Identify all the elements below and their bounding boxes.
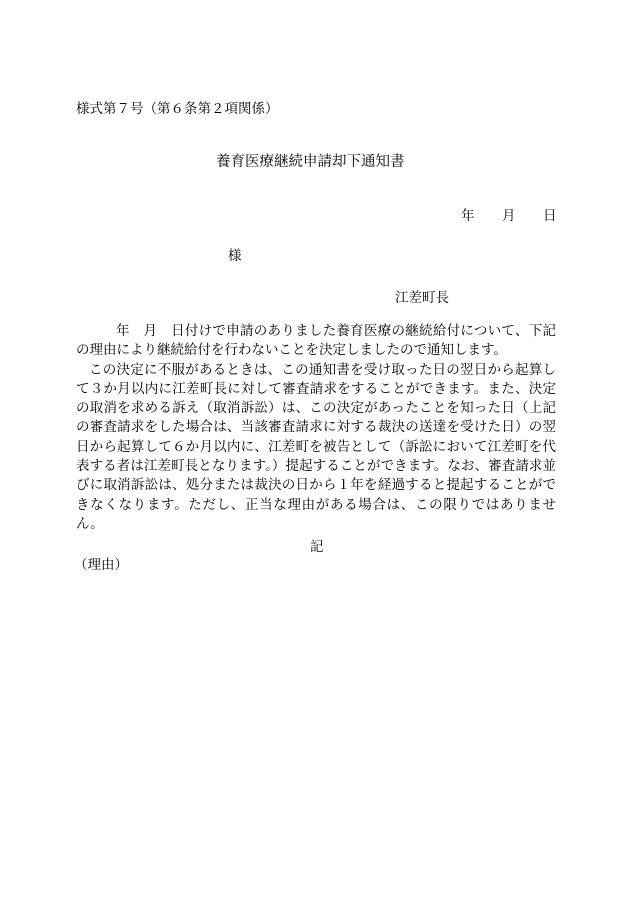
issuer-name: 江差町長 <box>395 290 449 306</box>
document-title: 養育医療継続申請却下通知書 <box>216 154 405 170</box>
addressee-suffix: 様 <box>228 248 242 264</box>
notice-body <box>76 322 556 534</box>
reason-heading: （理由） <box>74 557 128 573</box>
note-heading: 記 <box>310 539 324 555</box>
notice-paragraph-decision: 年 月 日付けで申請のありました養育医療の継続給付について、下記の理由により継続給付を行わないことを決定しましたので通知します。 <box>76 323 556 359</box>
form-number: 様式第７号（第６条第２項関係） <box>76 101 279 117</box>
notice-paragraph-appeal: この決定に不服があるときは、この通知書を受け取った日の翌日から起算して３か月以内に江差町長に対して審査請求をすることができます。また、決定の取消を求める訴え（取消訴訟）は、この決定があったことを知った日（上記の審査請求をした場合は、当該審査請求に対する裁決の送達を受けた日）の翌日から起算して６か月以内に、江差町を被告として（訴訟において江差町を代表する者は江差町長となります。）提起することができます。なお、審査請求並びに取消訴訟は、処分または裁決の日から１年を経過すると提起することができなくなります。ただし、正当な理由がある場合は、この限りではありません。 <box>76 361 556 532</box>
date-month-label: 月 <box>502 208 516 224</box>
date-year-label: 年 <box>461 208 475 224</box>
date-day-label: 日 <box>543 208 557 224</box>
